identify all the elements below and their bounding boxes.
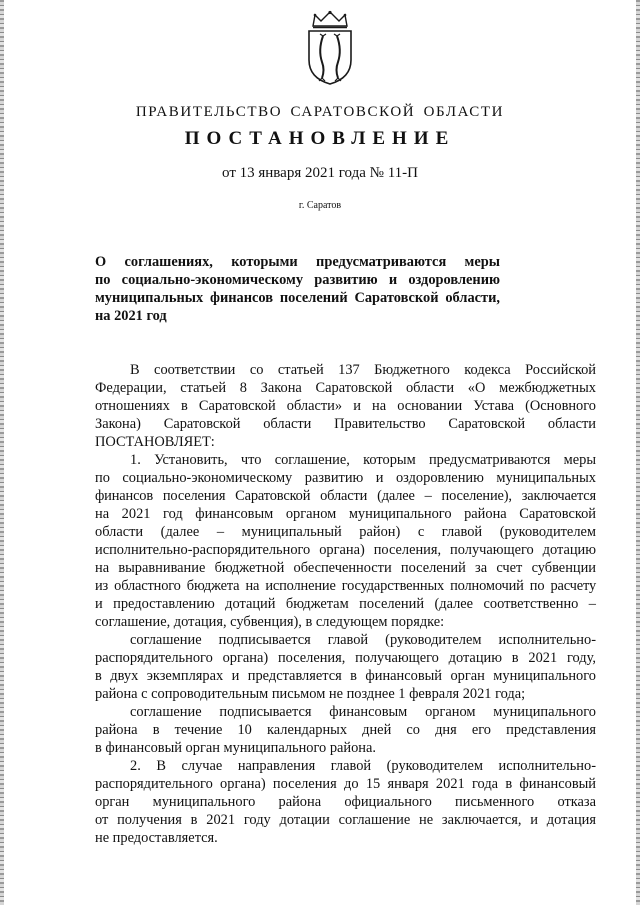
body-line: не предоставляется. — [95, 830, 218, 846]
body-line: финансов поселения Саратовской области (далее – поселение), заключается — [95, 488, 596, 504]
body-line: 1. Установить, что соглашение, которым предусматриваются меры — [130, 452, 596, 468]
body-line: Закона) Саратовской области Правительство Саратовской области — [95, 416, 596, 432]
subject-line: по социально-экономическому развитию и оздоровлению — [95, 272, 500, 288]
body-line: соглашение, дотация, субвенция), в следующем порядке: — [95, 614, 445, 630]
body-line: на 2021 год финансовым органом муниципального района Саратовской — [95, 506, 596, 522]
body-line: области (далее – муниципальный район) с главой (руководителем — [95, 524, 596, 540]
body-line: района в течение 10 календарных дней со дня его представления — [95, 722, 596, 738]
body-line: и предоставлению дотаций бюджетам поселений (далее соответственно – — [95, 596, 596, 612]
document-body — [95, 361, 596, 847]
document-subject — [95, 253, 500, 325]
government-name: ПРАВИТЕЛЬСТВО САРАТОВСКОЙ ОБЛАСТИ — [135, 104, 505, 120]
body-line: из областного бюджета на исполнение государственных полномочий по расчету — [95, 578, 596, 594]
body-line: соглашение подписывается главой (руководителем исполнительно- — [130, 632, 596, 648]
body-line: отношениях в Саратовской области» и на основании Устава (Основного — [95, 398, 596, 414]
body-line: распорядительного органа) поселения, получающего дотацию в 2021 году, — [95, 650, 596, 666]
body-line: от получения в 2021 году дотации соглашение не заключается, и дотация — [95, 812, 596, 828]
body-line: по социально-экономическому развитию и оздоровлению муниципальных — [95, 470, 596, 486]
document-city: г. Саратов — [298, 200, 342, 211]
body-line: района с сопроводительным письмом не позднее 1 февраля 2021 года; — [95, 686, 526, 702]
document-type-title: ПОСТАНОВЛЕНИЕ — [184, 128, 456, 149]
body-line: соглашение подписывается финансовым органом муниципального — [130, 704, 596, 720]
body-line: орган муниципального района официального письменного отказа — [95, 794, 596, 810]
body-line: на выравнивание бюджетной обеспеченности поселений за счет субвенции — [95, 560, 596, 576]
subject-line: муниципальных финансов поселений Саратовской области, — [95, 290, 500, 306]
body-line: Федерации, статьей 8 Закона Саратовской области «О межбюджетных — [95, 380, 596, 396]
subject-line: на 2021 год — [95, 308, 167, 324]
document-date-number: от 13 января 2021 года № 11-П — [222, 165, 418, 181]
body-line: ПОСТАНОВЛЯЕТ: — [95, 434, 215, 450]
body-line: 2. В случае направления главой (руководителем исполнительно- — [130, 758, 596, 774]
subject-line: О соглашениях, которыми предусматриваются меры — [95, 254, 500, 270]
body-line: в двух экземплярах и представляется в финансовый орган муниципального — [95, 668, 596, 684]
body-line: в финансовый орган муниципального района. — [95, 740, 376, 756]
body-line: исполнительно-распорядительного органа) поселения, получающего дотацию — [95, 542, 596, 558]
body-line: В соответствии со статьей 137 Бюджетного кодекса Российской — [130, 362, 596, 378]
body-line: распорядительного органа) поселения до 15 января 2021 года в финансовый — [95, 776, 596, 792]
coat-of-arms-icon — [299, 10, 361, 86]
